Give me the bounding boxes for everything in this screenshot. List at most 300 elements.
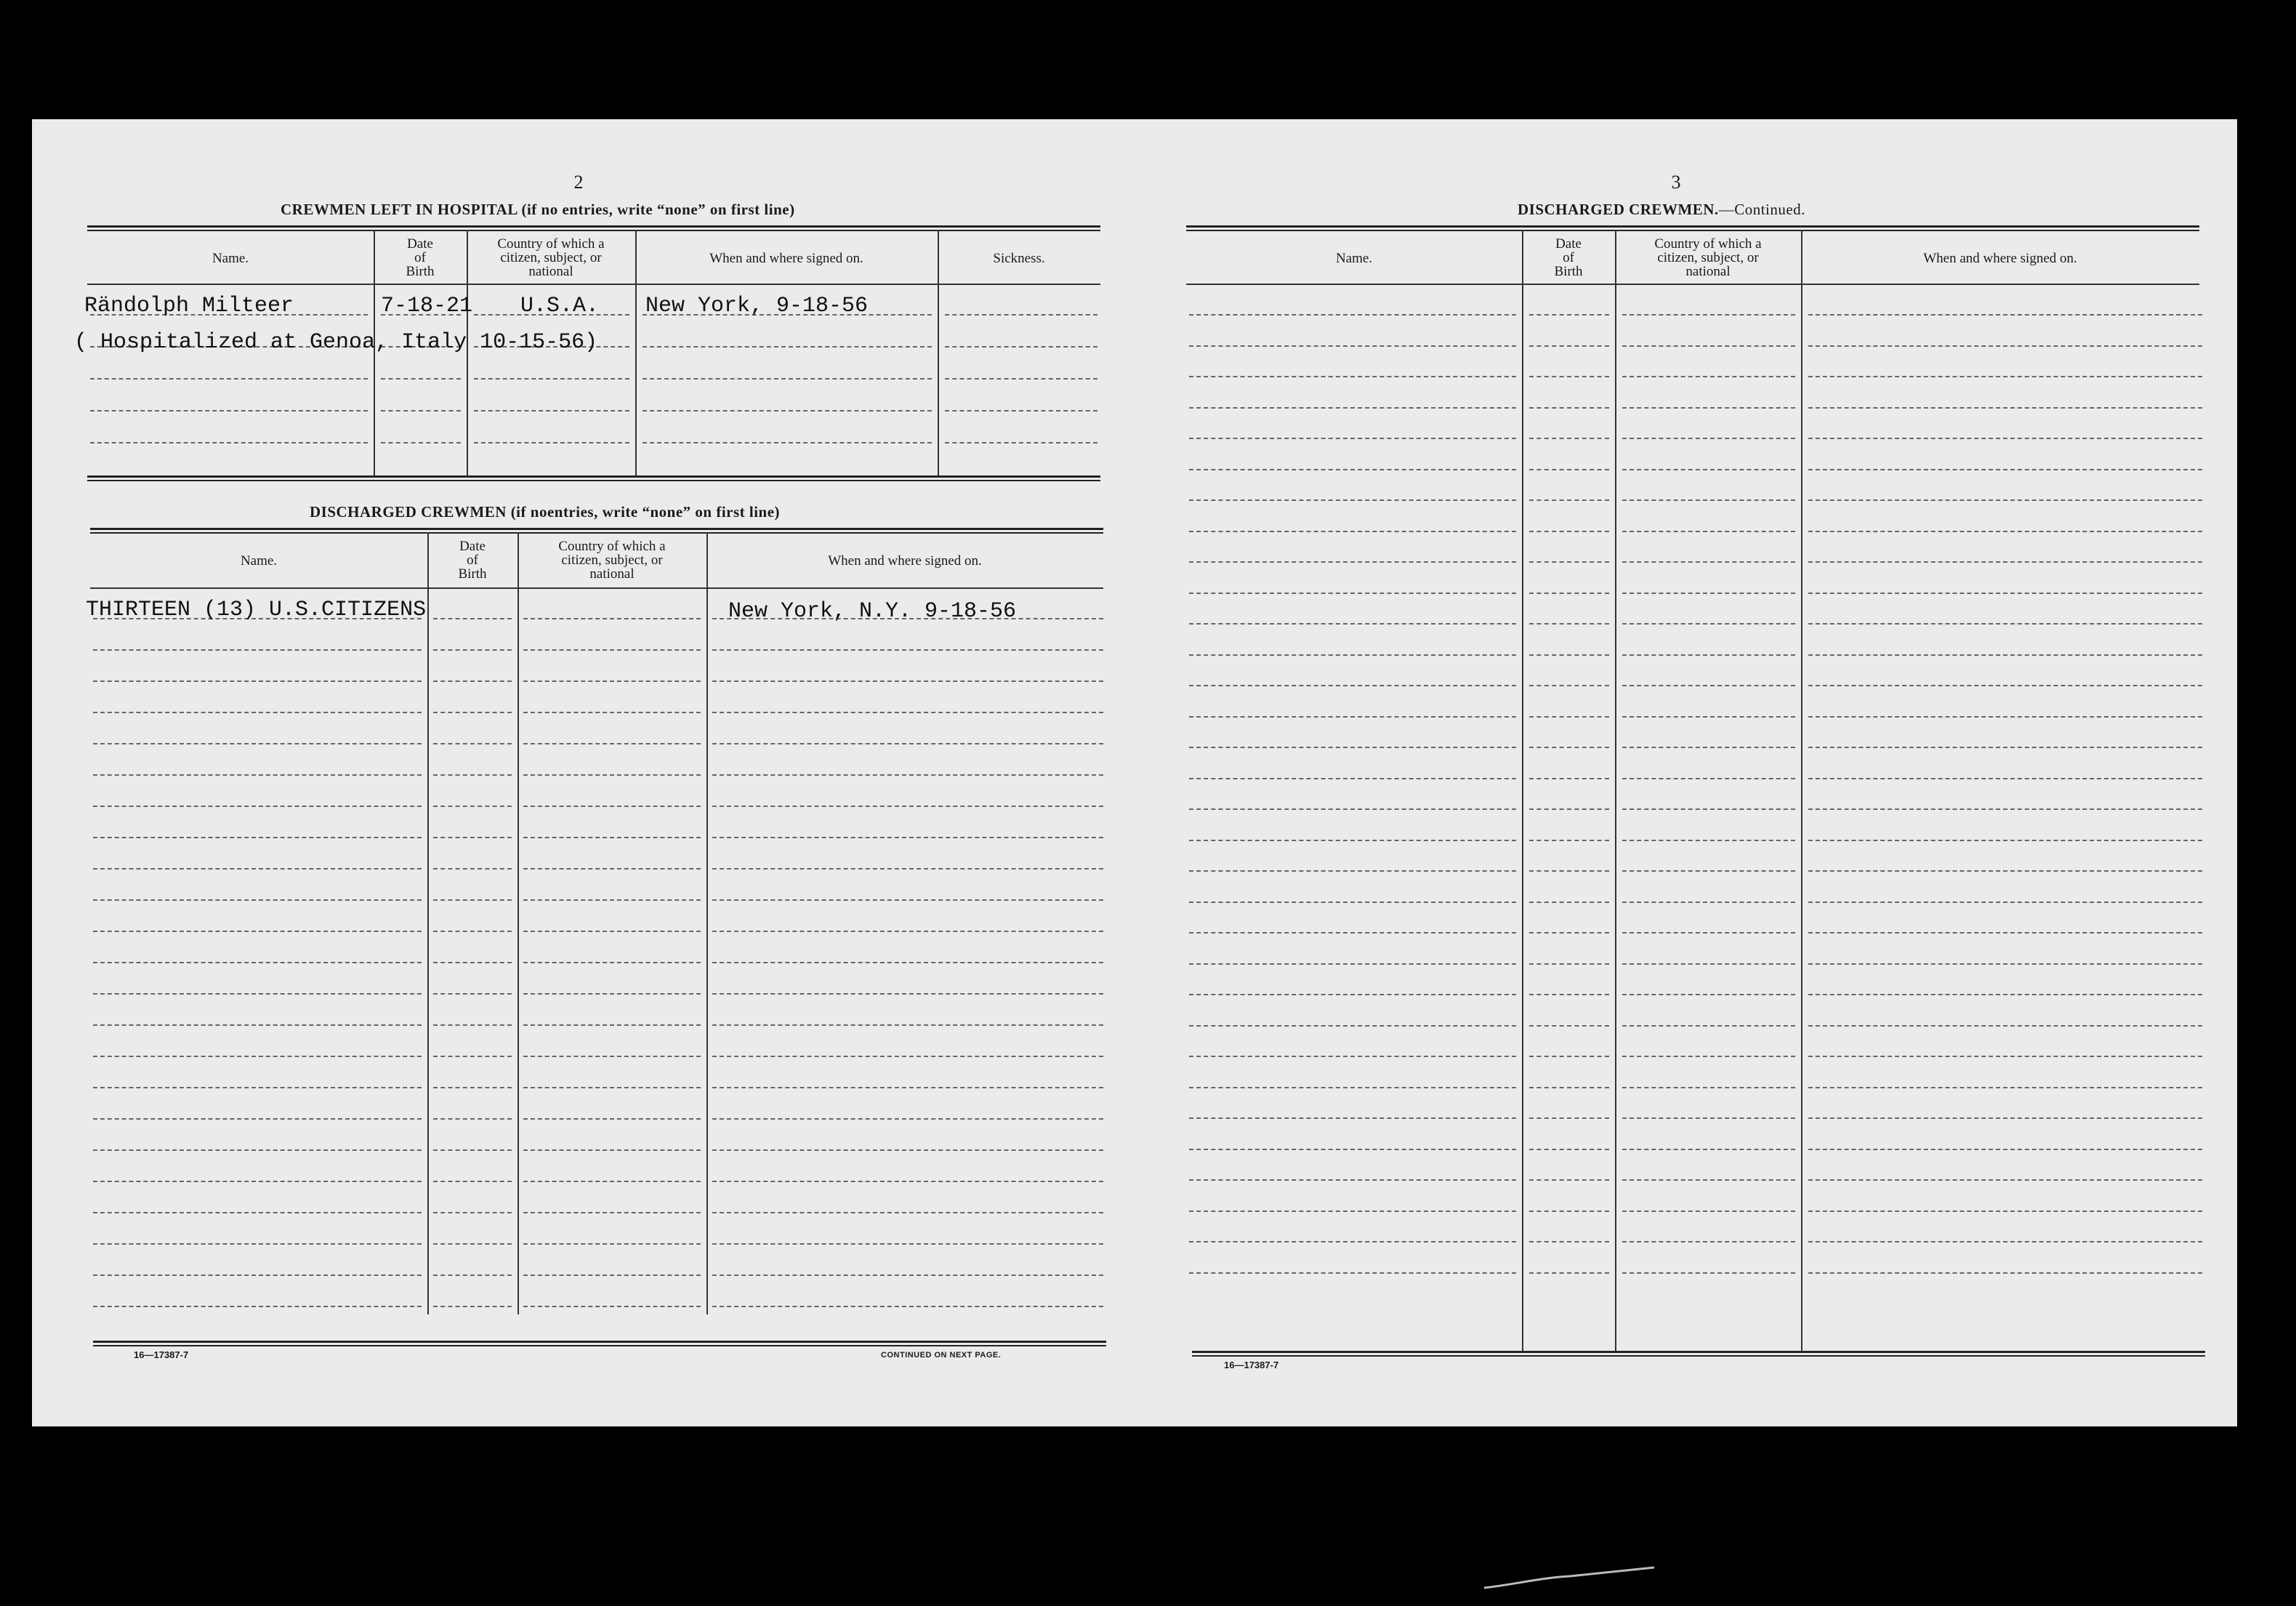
page-number: 2 [573,172,584,193]
ruled-line [93,1306,422,1307]
ruled-line [1189,716,1516,718]
column-divider [1801,230,1802,1351]
column-divider [635,230,637,477]
ruled-line [1808,870,2202,872]
header-rule [87,284,1100,285]
ruled-line [1189,438,1516,439]
ruled-line [474,410,629,411]
ruled-line [93,993,422,995]
ruled-line [433,712,512,713]
column-header-country [1615,237,1801,278]
dob-line: Birth [458,566,487,582]
ruled-line [712,1212,1103,1213]
ruled-line [643,442,932,443]
ruled-line [1529,716,1609,718]
ruled-line [1529,531,1609,532]
country-line: citizen, subject, or [1657,250,1759,265]
column-header-signed-on: When and where signed on. [1923,251,2077,266]
ruled-line [712,931,1103,932]
ruled-line [1189,1241,1516,1242]
ruled-line [1808,469,2202,470]
ruled-line [433,649,512,651]
ruled-line [643,410,932,411]
ruled-line [1189,840,1516,841]
ruled-line [1189,1179,1516,1181]
ruled-line [712,1118,1103,1120]
ruled-line [523,1118,701,1120]
country-line: Country of which a [1654,236,1762,252]
ruled-line [1622,376,1795,377]
column-header-signed-on: When and where signed on. [709,251,863,266]
ruled-line [1808,1056,2202,1057]
ruled-line [93,1056,422,1057]
ruled-line [1808,963,2202,965]
ruled-line [1622,623,1795,625]
header-rule [90,587,1103,589]
ruled-line [1622,870,1795,872]
ruled-line [1622,314,1795,316]
ruled-line [1808,1087,2202,1088]
pen-scribble [1483,1563,1657,1592]
ruled-line [1622,716,1795,718]
ruled-line [1808,716,2202,718]
ruled-line [523,837,701,838]
ruled-line [433,806,512,807]
ruled-line [93,1274,422,1276]
column-header-name: Name. [1335,251,1373,266]
ruled-line [93,1212,422,1213]
ruled-line [1808,654,2202,656]
ruled-line [1529,623,1609,625]
ruled-line [93,899,422,901]
ruled-line [712,962,1103,963]
column-header-dob [427,539,517,581]
right-title-suffix: —Continued. [1718,201,1805,218]
country-line: Country of which a [558,539,666,554]
ruled-line [433,899,512,901]
ruled-line [945,314,1097,316]
ruled-line [1622,1025,1795,1027]
column-header-country [517,539,706,581]
country-line: national [1685,264,1731,279]
ruled-line [1189,469,1516,470]
ruled-line [1808,932,2202,934]
column-header-dob [374,237,467,278]
ruled-line [1189,994,1516,995]
ruled-line [1189,314,1516,316]
ruled-line [1808,407,2202,409]
ruled-line [1622,685,1795,686]
ruled-line [1808,531,2202,532]
ruled-line [433,1212,512,1213]
ruled-line [1189,623,1516,625]
double-rule [87,225,1100,231]
ruled-line [1622,499,1795,501]
ruled-line [474,378,629,380]
ruled-line [1808,840,2202,841]
ruled-line [523,1024,701,1026]
ruled-line [1622,438,1795,439]
ruled-line [1529,1241,1609,1242]
ruled-line [1189,499,1516,501]
column-header-country [467,237,635,278]
ruled-line [1808,499,2202,501]
ruled-line [523,931,701,932]
ruled-line [712,774,1103,776]
form-number: 16—17387-7 [134,1349,189,1360]
ruled-line [1808,1149,2202,1150]
ruled-line [1189,902,1516,903]
ruled-line [1529,994,1609,995]
ruled-line [1622,1056,1795,1057]
ruled-line [93,774,422,776]
ruled-line [1529,1056,1609,1057]
ruled-line [433,931,512,932]
ruled-line [945,378,1097,380]
ruled-line [712,1181,1103,1182]
ruled-line [712,1056,1103,1057]
column-divider [706,532,708,1314]
ruled-line [712,1243,1103,1245]
ruled-line [523,806,701,807]
ruled-line [1622,1087,1795,1088]
ruled-line [93,837,422,838]
hospital-entry-name: Rändolph Milteer [84,294,294,318]
ruled-line [523,899,701,901]
double-rule [87,475,1100,481]
dob-line: Date [407,236,433,252]
header-rule [1186,284,2199,285]
column-header-dob [1522,237,1615,278]
ruled-line [433,1118,512,1120]
ruled-line [1189,747,1516,748]
ruled-line [1622,1149,1795,1150]
ruled-line [1808,345,2202,347]
ruled-line [1529,1087,1609,1088]
ruled-line [712,868,1103,870]
ruled-line [381,410,461,411]
ruled-line [1808,685,2202,686]
dob-line: Date [459,539,486,554]
ruled-line [1622,654,1795,656]
ruled-line [1529,778,1609,779]
ruled-line [1622,1210,1795,1212]
ruled-line [523,1306,701,1307]
ruled-line [1808,994,2202,995]
ruled-line [523,680,701,682]
ruled-line [433,774,512,776]
ruled-line [1529,593,1609,594]
ruled-line [93,1181,422,1182]
ruled-line [1808,1210,2202,1212]
ruled-line [1529,376,1609,377]
ruled-line [1808,1241,2202,1242]
dob-line: of [467,553,478,568]
continued-note: CONTINUED ON NEXT PAGE. [881,1351,1002,1360]
ruled-line [1622,469,1795,470]
ruled-line [1529,438,1609,439]
ruled-line [712,837,1103,838]
ruled-line [1529,499,1609,501]
column-header-name: Name. [240,553,278,569]
ruled-line [93,931,422,932]
ruled-line [523,1212,701,1213]
double-rule [1186,225,2199,231]
ruled-line [712,712,1103,713]
ruled-line [1529,685,1609,686]
ruled-line [1529,1179,1609,1181]
ruled-line [1622,407,1795,409]
country-line: Country of which a [497,236,605,252]
ruled-line [945,410,1097,411]
double-rule [1192,1351,2205,1357]
ruled-line [523,743,701,744]
ruled-line [433,1243,512,1245]
ruled-line [1529,314,1609,316]
ruled-line [1189,1272,1516,1274]
ruled-line [93,1118,422,1120]
ruled-line [945,442,1097,443]
ruled-line [1622,808,1795,810]
ruled-line [1529,1149,1609,1150]
ruled-line [90,442,368,443]
hospital-title-text: CREWMEN LEFT IN HOSPITAL [281,201,517,218]
ruled-line [381,442,461,443]
ruled-line [523,712,701,713]
form-number: 16—17387-7 [1224,1360,1279,1370]
ruled-line [1808,747,2202,748]
ruled-line [1808,438,2202,439]
ruled-line [93,680,422,682]
page-number: 3 [1671,172,1681,193]
ruled-line [712,1149,1103,1151]
ruled-line [433,1056,512,1057]
ruled-line [1808,1117,2202,1119]
ruled-line [433,868,512,870]
ruled-line [433,962,512,963]
ruled-line [712,1024,1103,1026]
ruled-line [1529,840,1609,841]
dob-line: Birth [406,264,435,279]
ruled-line [523,1274,701,1276]
ruled-line [433,1087,512,1088]
ruled-line [1529,902,1609,903]
ruled-line [1622,1179,1795,1181]
ruled-line [1529,469,1609,470]
dob-line: Date [1555,236,1582,252]
column-header-name: Name. [212,251,249,266]
ruled-line [523,962,701,963]
ruled-line [1808,1025,2202,1027]
ruled-line [1529,561,1609,563]
dob-line: of [414,250,426,265]
right-title-text: DISCHARGED CREWMEN. [1518,201,1719,218]
hospital-section-title [281,201,795,219]
discharged-title-text: DISCHARGED CREWMEN [310,503,507,521]
ruled-line [90,410,368,411]
ruled-line [523,993,701,995]
ruled-line [1529,808,1609,810]
ruled-line [1189,1056,1516,1057]
discharged-title-note: (if noentries, write “none” on first line) [510,503,781,521]
ruled-line [433,743,512,744]
ruled-line [1189,870,1516,872]
ruled-line [1622,963,1795,965]
hospital-entry-note: ( Hospitalized at Genoa, Italy 10-15-56) [74,330,598,355]
ruled-line [523,1149,701,1151]
discharged-section-title [310,503,780,521]
ruled-line [1189,932,1516,934]
ruled-line [1529,747,1609,748]
left-page [32,119,1137,1426]
ruled-line [1622,778,1795,779]
ruled-line [1189,654,1516,656]
ruled-line [1189,561,1516,563]
ruled-line [712,649,1103,651]
column-divider [1522,230,1523,1351]
ruled-line [1189,1210,1516,1212]
ruled-line [712,899,1103,901]
ruled-line [1622,1117,1795,1119]
ruled-line [712,993,1103,995]
hospital-entry-dob: 7-18-21 [381,294,473,318]
ruled-line [1189,685,1516,686]
ruled-line [945,346,1097,348]
ruled-line [523,1056,701,1057]
ruled-line [93,1087,422,1088]
ruled-line [643,378,932,380]
ruled-line [1808,902,2202,903]
ruled-line [93,1024,422,1026]
ruled-line [523,868,701,870]
ruled-line [1529,1025,1609,1027]
right-section-title [1518,201,1805,219]
dob-line: of [1563,250,1574,265]
ruled-line [93,649,422,651]
column-header-sickness: Sickness. [993,251,1045,266]
double-rule [93,1341,1106,1346]
ruled-line [433,837,512,838]
ruled-line [93,743,422,744]
ruled-line [1808,593,2202,594]
ruled-line [474,442,629,443]
ruled-line [93,806,422,807]
ruled-line [523,1243,701,1245]
hospital-entry-signed-on: New York, 9-18-56 [645,294,869,318]
country-line: citizen, subject, or [500,250,602,265]
ruled-line [1189,593,1516,594]
ruled-line [1808,1272,2202,1274]
right-page [1166,119,2237,1426]
ruled-line [1529,870,1609,872]
ledger-sheet [32,119,2237,1426]
ruled-line [1808,778,2202,779]
ruled-line [1622,1241,1795,1242]
country-line: national [528,264,573,279]
column-divider [1615,230,1616,1351]
ruled-line [1189,531,1516,532]
ruled-line [1529,932,1609,934]
ruled-line [1622,932,1795,934]
ruled-line [433,1274,512,1276]
dob-line: Birth [1554,264,1583,279]
ruled-line [1189,963,1516,965]
ruled-line [1622,593,1795,594]
ruled-line [433,680,512,682]
ruled-line [1529,963,1609,965]
ruled-line [433,1306,512,1307]
ruled-line [1622,747,1795,748]
ruled-line [1189,1149,1516,1150]
hospital-title-note: (if no entries, write “none” on first line) [521,201,795,218]
ruled-line [712,1306,1103,1307]
ruled-line [1622,994,1795,995]
ruled-line [712,680,1103,682]
ruled-line [1808,623,2202,625]
ruled-line [523,618,701,619]
ruled-line [523,649,701,651]
ruled-line [1529,345,1609,347]
ruled-line [381,378,461,380]
ruled-line [93,712,422,713]
discharged-entry-name: THIRTEEN (13) U.S.CITIZENS [86,598,427,622]
discharged-entry-signed-on: New York, N.Y. 9-18-56 [728,599,1017,624]
ruled-line [1189,808,1516,810]
ruled-line [712,1274,1103,1276]
ruled-line [712,1087,1103,1088]
ruled-line [1189,778,1516,779]
hospital-entry-country: U.S.A. [520,294,600,318]
ruled-line [523,1181,701,1182]
ruled-line [433,618,512,619]
ruled-line [1529,1272,1609,1274]
ruled-line [93,962,422,963]
country-line: citizen, subject, or [561,553,663,568]
double-rule [90,528,1103,534]
ruled-line [93,868,422,870]
ruled-line [643,346,932,348]
ruled-line [1808,376,2202,377]
ruled-line [93,1243,422,1245]
ruled-line [1189,345,1516,347]
ruled-line [1189,1025,1516,1027]
ruled-line [1808,314,2202,316]
ruled-line [1808,561,2202,563]
column-header-signed-on: When and where signed on. [828,553,982,569]
country-line: national [589,566,635,582]
ruled-line [1529,407,1609,409]
ruled-line [433,993,512,995]
ruled-line [1529,1117,1609,1119]
ruled-line [93,1149,422,1151]
ruled-line [712,743,1103,744]
ruled-line [523,1087,701,1088]
ruled-line [712,806,1103,807]
ruled-line [1622,902,1795,903]
ruled-line [1622,1272,1795,1274]
ruled-line [433,1181,512,1182]
ruled-line [1189,407,1516,409]
ruled-line [1622,345,1795,347]
ruled-line [1529,1210,1609,1212]
ruled-line [90,378,368,380]
ruled-line [1808,808,2202,810]
column-divider [517,532,519,1314]
ruled-line [1808,1179,2202,1181]
ruled-line [1622,531,1795,532]
ruled-line [1622,561,1795,563]
ruled-line [1529,654,1609,656]
